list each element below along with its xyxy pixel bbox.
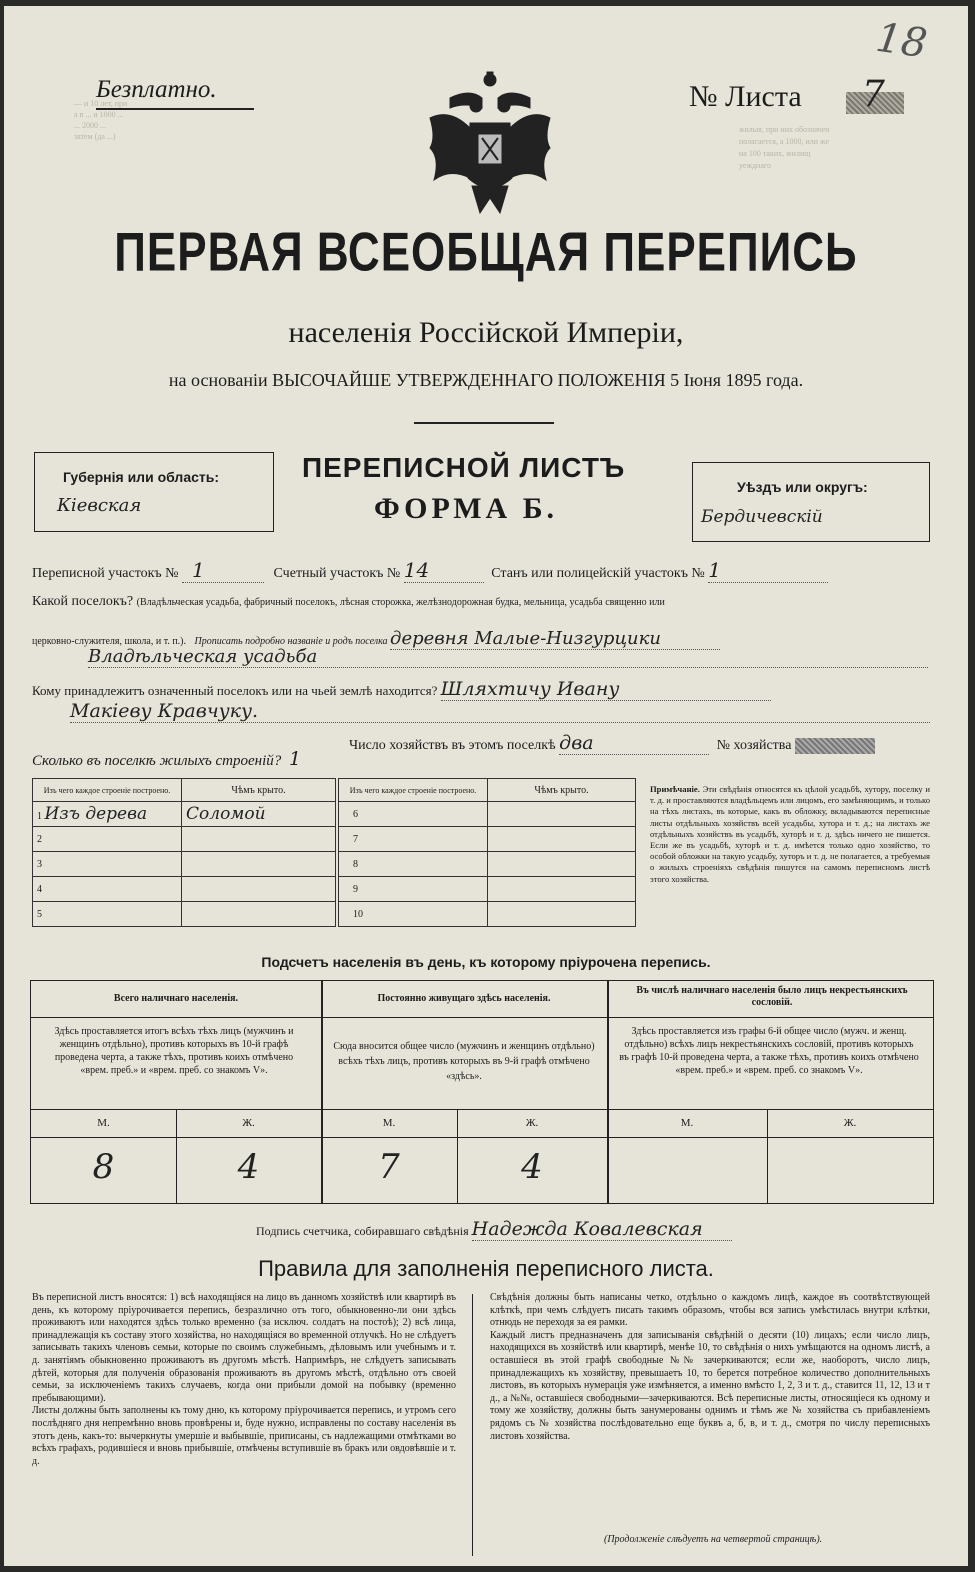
stan-value: 1 <box>708 558 828 583</box>
count-mzh-line <box>31 1137 933 1138</box>
table-row <box>33 902 336 927</box>
buildings-table-right <box>338 778 636 927</box>
census-sheet <box>4 6 968 1566</box>
count-head-line <box>31 1017 933 1018</box>
count-title: Подсчетъ населенія въ день, къ которому пріурочена перепись. <box>261 954 711 970</box>
ghost-text-left: — и 10 лет, при а в ... и 1000 ... ... 2000 ... затем (да ...) <box>74 99 128 141</box>
resident-female-value: 4 <box>521 1147 543 1187</box>
sheet-number-text: № Листа <box>689 80 802 113</box>
census-basis: на основаніи ВЫСОЧАЙШЕ УТВЕРЖДЕННАГО ПОЛОЖЕНІЯ 5 Іюня 1895 года. <box>168 370 804 390</box>
zh-label-2: Ж. <box>525 1117 539 1129</box>
table-row <box>33 852 336 877</box>
buildings-row <box>32 748 301 770</box>
household-number-stamp <box>795 738 875 754</box>
uezd-label: Уѣздъ или округъ: <box>737 479 868 495</box>
buildings-value: 1 <box>289 748 302 770</box>
buildings-table-left <box>32 778 336 927</box>
table-row <box>339 827 636 852</box>
m-label-2: М. <box>382 1117 396 1129</box>
settlement-instruction: Прописать подробно названіе и родъ поселка <box>194 636 388 647</box>
table-row <box>339 902 636 927</box>
m-label-1: М. <box>97 1117 110 1129</box>
uezd-box <box>692 462 930 542</box>
roof-value: Соломой <box>186 804 266 824</box>
row-number: 8 <box>339 852 488 877</box>
count-col1-head: Всего наличнаго населенія. <box>113 993 239 1004</box>
zh-label-1: Ж. <box>242 1117 255 1129</box>
sheet-number-value: 7 <box>862 74 885 115</box>
material-value: Изъ дерева <box>44 804 148 824</box>
settlement-hint-2: церковно-служителя, школа, и т. п.). <box>32 636 186 647</box>
buildings-label: Сколько въ поселкѣ жилыхъ строеній? <box>32 753 282 769</box>
rules-column-divider <box>472 1294 473 1556</box>
stan-label: Станъ или полицейскій участокъ № <box>491 566 705 581</box>
household-number-label: № хозяйства <box>716 738 792 753</box>
settlement-hint-1: (Владѣльческая усадьба, фабричный поселокъ, лѣсная сторожка, желѣзнодорожная будка, мельница, усадьба священно или <box>136 597 665 608</box>
row-number: 3 <box>33 852 182 877</box>
table-row <box>33 802 336 827</box>
settlement-row <box>32 594 942 610</box>
table-row <box>339 802 636 827</box>
settlement-value-1: деревня Малые-Низгурцики <box>390 628 720 650</box>
buildings-table-header <box>339 779 636 802</box>
row-number: 9 <box>339 877 488 902</box>
roof-header: Чѣмъ крыто. <box>182 779 336 802</box>
material-header: Изъ чего каждое строеніе построено. <box>33 779 182 802</box>
buildings-table-header <box>33 779 336 802</box>
census-title: ПЕРВАЯ ВСЕОБЩАЯ ПЕРЕПИСЬ <box>114 221 858 283</box>
present-male-value: 8 <box>92 1147 115 1187</box>
count-col3-head: Въ числѣ наличнаго населенія было лицъ некрестьянскихъ сословій. <box>636 985 908 1008</box>
ghost-text-right: жилыя, при них обозначен полагается, а 1000, или же на 100 таких, жилищ уежднаго <box>739 125 830 170</box>
sheet-number-label <box>689 80 802 114</box>
count-col1-text: Здѣсь проставляется итогъ всѣхъ тѣхъ лицъ (мужчинъ и женщинъ отдѣльно), противъ которыхъ въ 10-й графѣ проведена черта, а также тѣхъ, противъ коихъ отмѣчено «врем. преб.» и «врем. преб. со знакомъ V». <box>54 1026 294 1076</box>
count-text-line <box>31 1109 933 1110</box>
signature-row <box>256 1218 732 1241</box>
present-female-value: 4 <box>237 1147 260 1187</box>
free-label-underline <box>96 108 254 110</box>
free-label: Безплатно. <box>96 76 217 103</box>
m-label-3: М. <box>680 1117 694 1129</box>
signature-label: Подпись счетчика, собиравшаго свѣдѣнія <box>256 1224 469 1238</box>
count-col2-text: Сюда вносится общее число (мужчинъ и женщинъ отдѣльно) всѣхъ тѣхъ лицъ, противъ которыхъ въ 9-й графѣ отмѣчено «здѣсь». <box>333 1041 595 1082</box>
owner-value-1: Шляхтичу Ивану <box>441 678 771 701</box>
zh-label-3: Ж. <box>843 1117 857 1129</box>
uezd-value: Бердичевскій <box>701 507 823 527</box>
census-district-label: Переписной участокъ № <box>32 566 179 581</box>
households-value: два <box>559 732 709 755</box>
owner-row <box>32 678 952 701</box>
count-col3-text: Здѣсь проставляется изъ графы 6-й общее число (мужч. и женщ. отдѣльно) всѣхъ лицъ некрестьянскихъ сословій, противъ которыхъ въ графѣ 10-й проведена черта, а также тѣхъ, противъ коихъ отмѣчено «врем. преб.» и «врем. преб. со знакомъ V». <box>619 1026 919 1076</box>
owner-value-2: Макіеву Кравчуку. <box>70 700 930 723</box>
census-subtitle: населенія Россійской Имперіи, <box>288 316 684 349</box>
owner-label: Кому принадлежитъ означенный поселокъ или на чьей землѣ находится? <box>32 683 438 698</box>
row-number: 10 <box>339 902 488 927</box>
note-title: Примѣчаніе. <box>650 784 700 794</box>
census-district-row <box>32 558 932 583</box>
count-divider-2 <box>607 981 609 1203</box>
table-row <box>33 877 336 902</box>
rules-left-column: Въ переписной листъ вносятся: 1) всѣ находящіяся на лицо въ данномъ хозяйствѣ или квартирѣ въ день, къ которому пріурочивается перепись, безразлично отъ того, обыкновенно-ли они здѣсь проживаютъ или находятся здѣсь только временно (за исключ. солдатъ на постоѣ); 2) всѣ лица, принадлежащія къ составу этого хозяйства, но находящіяся во временной отлучкѣ. Но не слѣдуетъ записывать такихъ членовъ семьи, которые по своимъ служебнымъ, дѣловымъ или учебнымъ и т. д. занятіямъ обыкновенно проживаютъ въ другомъ мѣстѣ. Напримѣръ, не слѣдуетъ записывать дѣтей, которыя для полученія образованія проживаютъ въ другомъ мѣстѣ, отдѣльно отъ своей семьи, за исключеніемъ такихъ случаевъ, когда они прибыли домой на побывку (временно пребывающими). Листы должны быть заполнены къ тому дню, къ которому пріурочивается перепись, и утромъ сего послѣдняго дня непремѣнно вновь провѣрены и, буде нужно, исправлены по составу населенія въ этотъ день, какъ-то: вычеркнуты умершіе и выбывшіе, приписаны, съ надлежащими отмѣтками во всѣхъ графахъ, родившіеся и вновь прибывшіе, отмѣчены вступившіе въ бракъ или овдовѣвшіе и т. д. <box>32 1292 456 1467</box>
row-number: 5 <box>33 902 182 927</box>
count-col2-head: Постоянно живущаго здѣсь населенія. <box>377 993 551 1004</box>
row-number: 6 <box>339 802 488 827</box>
header-divider <box>414 422 554 424</box>
row-number: 7 <box>339 827 488 852</box>
corner-page-mark: 18 <box>873 14 930 68</box>
count-table <box>30 980 934 1204</box>
settlement-value-2: Владѣльческая усадьба <box>88 646 928 668</box>
row-number: 2 <box>33 827 182 852</box>
settlement-label: Какой поселокъ? <box>32 594 134 609</box>
row-number: 4 <box>33 877 182 902</box>
coat-of-arms-icon <box>420 68 560 218</box>
rules-right-column: Свѣдѣнія должны быть написаны четко, отдѣльно о каждомъ лицѣ, каждое въ соотвѣтствующей клѣткѣ, при чемъ слѣдуетъ писать такимъ образомъ, чтобы вся запись умѣстилась внутри клѣтки, отнюдь не переходя за ея рамки. Каждый листъ предназначенъ для записыванія свѣдѣній о десяти (10) лицахъ; если число лицъ, находящихся въ хозяйствѣ или квартирѣ, менѣе 10, то свѣдѣнія о нихъ умѣщаются на одномъ листѣ, а оставшіеся въ этой графѣ свободные №№ зачеркиваются; если же, наоборотъ, число лицъ, принадлежащихъ къ хозяйству, превышаетъ 10, то берется потребное количество дополнительныхъ листовъ, въ которыхъ нумерація уже измѣняется, а именно вмѣсто 1, 2, 3 и т. д., ставится 11, 12, 13 и т д., а №№, оставшіеся свободными—зачеркиваются. Всѣ переписные листы, относящіеся къ одному и тому же хозяйству, должны быть занумерованы однимъ и тѣмъ же № хозяйства съ прибавленіемъ рядомъ съ № хозяйства послѣдовательно еще буквъ а, б, в, и т. д., смотря по числу переписныхъ листовъ хозяйства. <box>490 1292 930 1442</box>
form-name: ФОРМА Б. <box>374 492 559 525</box>
counting-district-label: Счетный участокъ № <box>273 566 401 581</box>
sheet-title: ПЕРЕПИСНОЙ ЛИСТЪ <box>302 452 626 483</box>
census-district-value: 1 <box>182 558 264 583</box>
row-number: 1 <box>37 811 42 822</box>
roof-header: Чѣмъ крыто. <box>488 779 636 802</box>
table-row <box>339 852 636 877</box>
signature-value: Надежда Ковалевская <box>472 1218 732 1241</box>
material-header: Изъ чего каждое строеніе построено. <box>339 779 488 802</box>
note-text: Эти свѣдѣнія относятся къ цѣлой усадьбѣ, хутору, поселку и т. д. и проставляются владѣльцемъ или лицомъ, его замѣняющимъ, и только на тѣхъ листахъ, въ которые, какъ въ обложку, вкладываются переписные листы отдѣльныхъ хозяйствъ всей усадьбы, хутора и т. д.; на листахъ же отдѣльныхъ хозяйствъ въ усадьбѣ, хуторѣ и т. д. здѣсь ничего не пишется. Если же въ усадьбѣ, хуторѣ и т. д. имѣется только одно хозяйство, то особой обложки на такую усадьбу, хуторъ и т. д. не полагается, а требуемыя о жилыхъ строеніяхъ свѣдѣнія пишутся на самомъ переписномъ листѣ этого хозяйства. <box>650 784 931 884</box>
rules-title: Правила для заполненія переписного листа. <box>258 1256 714 1281</box>
counting-district-value: 14 <box>404 558 484 583</box>
province-label: Губернія или область: <box>63 469 220 485</box>
note-block <box>650 784 930 885</box>
table-row <box>339 877 636 902</box>
table-row <box>33 827 336 852</box>
households-label: Число хозяйствъ въ этомъ поселкѣ <box>349 738 556 753</box>
resident-male-value: 7 <box>378 1147 400 1187</box>
province-box <box>34 452 274 532</box>
province-value: Кіевская <box>57 495 142 516</box>
rules-continued: (Продолженіе слѣдуетъ на четвертой страницѣ). <box>604 1534 823 1545</box>
households-row <box>349 732 949 755</box>
